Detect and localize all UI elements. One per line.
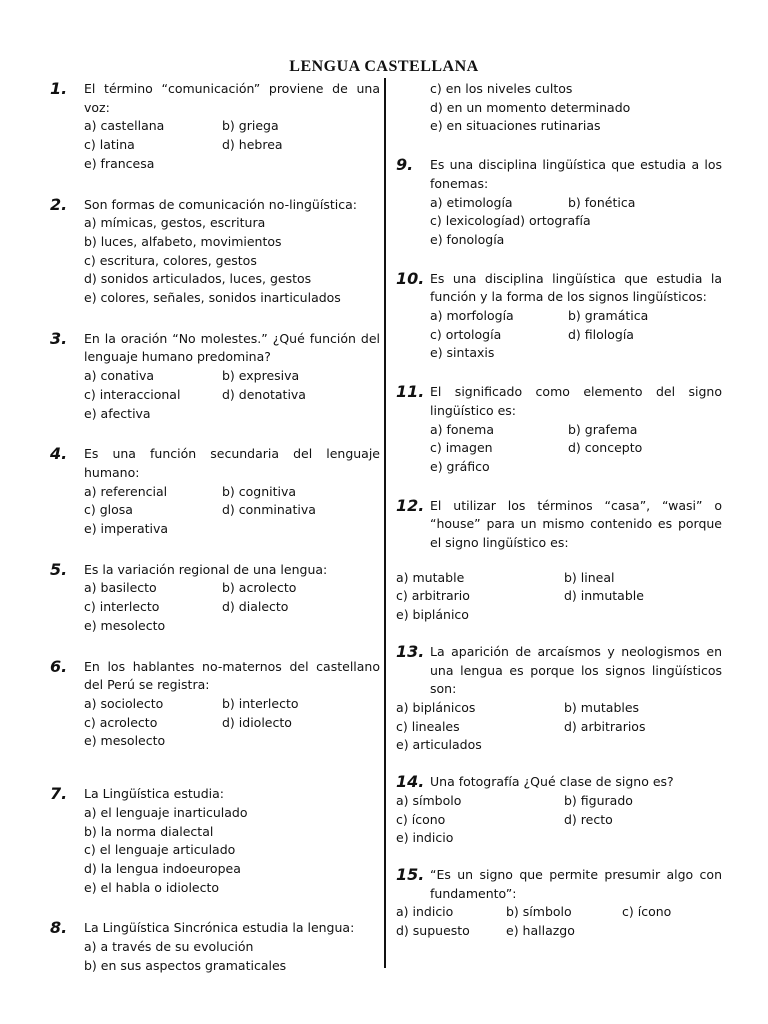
option: c) arbitrario xyxy=(396,588,470,604)
option-row xyxy=(84,367,380,386)
question-7 xyxy=(50,785,380,897)
options xyxy=(84,483,380,539)
option: a) biplánicos xyxy=(396,699,476,715)
option: d) hebrea xyxy=(222,137,283,153)
page-title: LENGUA CASTELLANA xyxy=(289,58,479,75)
option: c) ortología xyxy=(430,326,502,342)
option: a) sociolecto xyxy=(84,695,164,711)
option-row xyxy=(84,214,380,233)
question-stem: La Lingüística estudia: xyxy=(84,786,224,802)
option-row xyxy=(84,860,380,879)
option-row xyxy=(430,458,722,477)
option-row xyxy=(396,736,722,755)
option-row xyxy=(396,606,722,625)
question-15 xyxy=(396,866,722,941)
question-number: 10. xyxy=(396,268,425,288)
option-row xyxy=(396,922,722,941)
option: c) el lenguaje articulado xyxy=(84,842,236,858)
question-number: 1. xyxy=(50,79,68,98)
option: c) ícono xyxy=(622,904,672,920)
options xyxy=(84,117,380,173)
option: c) interaccional xyxy=(84,386,181,402)
option: d) filología xyxy=(568,326,634,342)
option-row xyxy=(84,483,380,502)
question-number: 9. xyxy=(396,155,414,175)
question-14 xyxy=(396,773,722,848)
option: e) indicio xyxy=(396,830,454,846)
options xyxy=(84,367,380,423)
option: b) mutables xyxy=(564,699,640,715)
option: e) articulados xyxy=(396,737,482,753)
options xyxy=(430,307,722,363)
option: c) latina xyxy=(84,137,135,153)
option-row xyxy=(396,718,722,737)
option-row xyxy=(430,344,722,363)
option-row xyxy=(84,252,380,271)
option-row xyxy=(396,792,722,811)
options xyxy=(84,804,380,898)
option-row xyxy=(430,194,722,213)
options xyxy=(84,938,380,975)
question-stem: La Lingüística Sincrónica estudia la lengua: xyxy=(84,920,355,936)
option-row xyxy=(430,421,722,440)
option: e) en situaciones rutinarias xyxy=(430,118,601,134)
question-number: 2. xyxy=(50,194,68,214)
options xyxy=(84,214,380,308)
option: c) lexicologíad) ortografía xyxy=(430,213,591,229)
question-number: 15. xyxy=(396,864,425,884)
option: e) hallazgo xyxy=(506,923,575,939)
option: a) basilecto xyxy=(84,580,157,596)
question-stem: Una fotografía ¿Qué clase de signo es? xyxy=(430,774,674,790)
question-6 xyxy=(50,658,380,752)
option: a) a través de su evolución xyxy=(84,939,254,955)
question-stem: El significado como elemento del signo lingüístico es: xyxy=(430,384,722,418)
question-13 xyxy=(396,643,722,755)
option: d) arbitrarios xyxy=(564,718,646,734)
question-number: 6. xyxy=(50,656,68,676)
option: b) símbolo xyxy=(506,904,572,920)
option-row xyxy=(430,326,722,345)
option: a) conativa xyxy=(84,368,155,384)
option: b) fonética xyxy=(568,194,636,210)
option: c) escritura, colores, gestos xyxy=(84,252,257,268)
option-row xyxy=(84,501,380,520)
option: d) concepto xyxy=(568,440,643,456)
question-stem: En los hablantes no-maternos del castellano del Perú se registra: xyxy=(84,658,380,693)
option: c) acrolecto xyxy=(84,714,158,730)
option: a) morfología xyxy=(430,308,514,324)
option: b) expresiva xyxy=(222,368,300,384)
option-row xyxy=(396,699,722,718)
question-number: 5. xyxy=(50,559,68,579)
option: a) castellana xyxy=(84,118,165,134)
option-row xyxy=(84,289,380,308)
option: e) el habla o idiolecto xyxy=(84,879,220,895)
options xyxy=(396,903,722,940)
question-3 xyxy=(50,330,380,424)
options xyxy=(396,792,722,848)
question-stem: El término “comunicación” proviene de una voz: xyxy=(84,81,380,115)
option-row xyxy=(84,598,380,617)
question-5 xyxy=(50,561,380,636)
question-stem: Es la variación regional de una lengua: xyxy=(84,561,328,577)
column-divider xyxy=(384,78,386,968)
question-stem: Es una disciplina lingüística que estudia la función y la forma de los signos lingüísticos: xyxy=(430,270,722,305)
option-row xyxy=(84,617,380,636)
option: e) mesolecto xyxy=(84,617,166,633)
option: e) imperativa xyxy=(84,521,169,537)
option-row xyxy=(84,804,380,823)
question-stem: “Es un signo que permite presumir algo con fundamento”: xyxy=(430,866,722,901)
option: d) inmutable xyxy=(564,588,644,604)
option-row xyxy=(84,841,380,860)
option: b) la norma dialectal xyxy=(84,823,214,839)
option: b) lineal xyxy=(564,569,615,585)
option: c) lineales xyxy=(396,718,460,734)
question-number: 11. xyxy=(396,382,425,402)
option: e) colores, señales, sonidos inarticulados xyxy=(84,290,341,306)
option: a) fonema xyxy=(430,421,495,437)
option-row xyxy=(430,307,722,326)
option: d) denotativa xyxy=(222,386,306,402)
question-12 xyxy=(396,497,722,625)
option: d) la lengua indoeuropea xyxy=(84,860,241,876)
option-row xyxy=(84,405,380,424)
question-4 xyxy=(50,445,380,539)
option: d) en un momento determinado xyxy=(430,99,631,115)
option-row xyxy=(84,732,380,751)
question-number: 3. xyxy=(50,328,68,348)
options xyxy=(84,579,380,635)
question-1 xyxy=(50,80,380,174)
right-column xyxy=(396,80,722,941)
question-stem: Son formas de comunicación no-lingüística: xyxy=(84,196,357,212)
option: e) biplánico xyxy=(396,607,469,623)
option: e) fonología xyxy=(430,231,505,247)
options xyxy=(396,569,722,625)
question-stem: El utilizar los términos “casa”, “wasi” o “house” para un mismo contenido es porque el signo lingüístico es: xyxy=(430,497,722,551)
option: d) sonidos articulados, luces, gestos xyxy=(84,271,312,287)
question-number: 13. xyxy=(396,641,425,661)
option: a) etimología xyxy=(430,194,513,210)
options xyxy=(430,421,722,477)
option: a) el lenguaje inarticulado xyxy=(84,804,248,820)
option-row xyxy=(84,579,380,598)
option: c) ícono xyxy=(396,811,446,827)
option-row xyxy=(84,155,380,174)
option-row xyxy=(84,270,380,289)
option: e) sintaxis xyxy=(430,345,495,361)
option: d) supuesto xyxy=(396,923,470,939)
option-row xyxy=(430,439,722,458)
question-number: 7. xyxy=(50,784,68,804)
option: b) interlecto xyxy=(222,695,299,711)
option: e) mesolecto xyxy=(84,733,166,749)
option: a) indicio xyxy=(396,904,454,920)
option: c) interlecto xyxy=(84,599,160,615)
option-row xyxy=(84,117,380,136)
option: c) imagen xyxy=(430,440,493,456)
option: d) idiolecto xyxy=(222,714,292,730)
question-stem: La aparición de arcaísmos y neologismos en una lengua es porque los signos lingüísticos son: xyxy=(430,643,722,697)
option: c) glosa xyxy=(84,502,133,518)
option: a) mutable xyxy=(396,569,465,585)
question-stem: Es una función secundaria del lenguaje humano: xyxy=(84,446,380,480)
option: b) luces, alfabeto, movimientos xyxy=(84,233,282,249)
option: b) cognitiva xyxy=(222,483,297,499)
question-number: 8. xyxy=(50,918,68,938)
option: a) mímicas, gestos, escritura xyxy=(84,215,266,231)
question-number: 4. xyxy=(50,444,68,464)
option: b) acrolecto xyxy=(222,580,297,596)
question-8 xyxy=(50,919,380,975)
option: a) símbolo xyxy=(396,792,462,808)
option: a) referencial xyxy=(84,483,168,499)
option: b) en sus aspectos gramaticales xyxy=(84,957,287,973)
options xyxy=(84,695,380,751)
option: d) dialecto xyxy=(222,599,289,615)
option-row xyxy=(396,811,722,830)
option: d) recto xyxy=(564,811,613,827)
option: d) conminativa xyxy=(222,502,316,518)
option-row xyxy=(84,136,380,155)
option-row xyxy=(84,823,380,842)
option-row xyxy=(84,957,380,976)
option: e) afectiva xyxy=(84,405,151,421)
option: e) gráfico xyxy=(430,458,490,474)
option-row xyxy=(84,695,380,714)
option-row xyxy=(430,231,722,250)
option-row xyxy=(84,714,380,733)
option-row xyxy=(396,587,722,606)
option: b) griega xyxy=(222,118,279,134)
option: b) grafema xyxy=(568,421,638,437)
question-stem: Es una disciplina lingüística que estudia a los fonemas: xyxy=(430,157,722,191)
option-row xyxy=(396,829,722,848)
option-row xyxy=(396,903,722,922)
option-row xyxy=(84,879,380,898)
option-row xyxy=(84,233,380,252)
option: e) francesa xyxy=(84,155,155,171)
question-11 xyxy=(396,383,722,477)
question-9 xyxy=(396,156,722,250)
option-row xyxy=(84,386,380,405)
option: b) figurado xyxy=(564,792,633,808)
options xyxy=(430,194,722,250)
question-stem: En la oración “No molestes.” ¿Qué función del lenguaje humano predomina? xyxy=(84,330,380,365)
question-8-continuation xyxy=(430,80,722,136)
question-2 xyxy=(50,196,380,308)
question-number: 14. xyxy=(396,772,425,792)
option-row xyxy=(396,569,722,588)
options xyxy=(396,699,722,755)
option-row xyxy=(84,520,380,539)
option-row xyxy=(430,212,722,231)
option-row xyxy=(84,938,380,957)
left-column xyxy=(50,80,380,975)
option: c) en los niveles cultos xyxy=(430,81,573,96)
question-10 xyxy=(396,270,722,364)
option: b) gramática xyxy=(568,308,649,324)
question-number: 12. xyxy=(396,495,425,515)
